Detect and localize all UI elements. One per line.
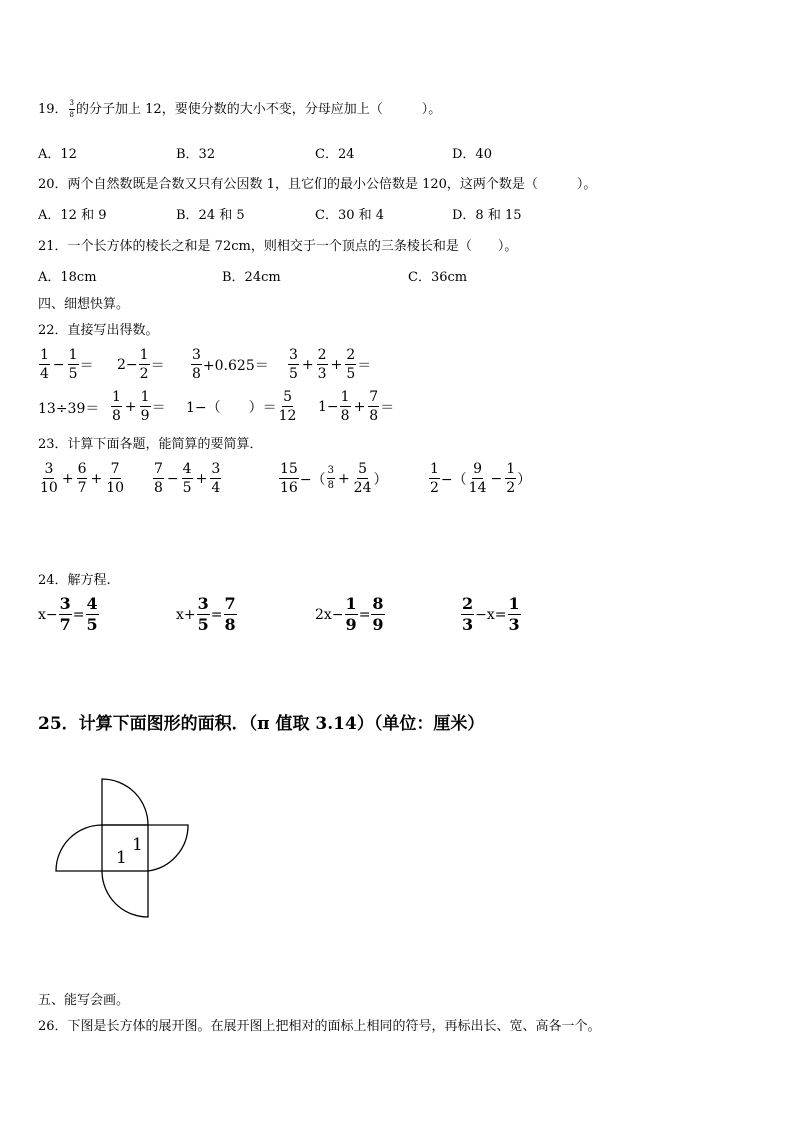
q20-option-d: D．8 和 15	[452, 208, 522, 223]
q21-option-b: B．24cm	[222, 270, 281, 285]
q19-option-a: A．12	[38, 147, 77, 162]
q20-option-b: B．24 和 5	[176, 208, 245, 223]
section-4-heading: 四、细想快算。	[38, 297, 130, 312]
right-quarter-arc	[148, 825, 188, 871]
q22-row2-expr4: 1− $\frac{1}{8}$ + $\frac{7}{8}$ ＝	[318, 389, 395, 424]
q24-equation2: x+ $\frac{3}{5}$ = $\frac{7}{8}$	[176, 594, 236, 634]
q20-stem: 20．两个自然数既是合数又只有公因数 1，且它们的最小公倍数是 120，这两个数是（ ）。	[38, 177, 597, 192]
q22-row1-expr4: $\frac{3}{5}$ + $\frac{2}{3}$ + $\frac{2}{5}$ ＝	[289, 347, 372, 382]
q24-equation4: $\frac{2}{3}$ −x= $\frac{1}{3}$	[462, 594, 520, 634]
q20-option-a: A．12 和 9	[38, 208, 107, 223]
q23-expr1: $\frac{3}{10}$ + $\frac{6}{7}$ + $\frac{7}{10}$	[40, 461, 125, 496]
q22-row2-expr2: $\frac{1}{8}$ + $\frac{1}{9}$ ＝	[112, 389, 166, 424]
top-quarter-arc	[102, 779, 148, 825]
q25-title: 25．计算下面图形的面积．（π 值取 3.14）（单位：厘米）	[38, 714, 485, 734]
q21-option-c: C．36cm	[408, 270, 468, 285]
q19-stem: 19． $\frac{3}{8}$ 的分子加上 12，要使分数的大小不变，分母应加上（ ）。	[38, 99, 442, 119]
q20-option-c: C．30 和 4	[315, 208, 385, 223]
q19-option-b: B．32	[176, 147, 216, 162]
q22-row1-expr2: 2− $\frac{1}{2}$ ＝	[117, 347, 165, 382]
q19-fraction: $\frac{3}{8}$	[69, 99, 75, 119]
q19-option-c: C．24	[315, 147, 355, 162]
q23-expr4: $\frac{1}{2}$ −（ $\frac{9}{14}$ − $\frac{1}{2}$ ）	[430, 461, 532, 496]
q25-figure	[50, 775, 210, 925]
q22-row2-expr3: 1−（ ）＝ $\frac{5}{12}$	[186, 389, 297, 424]
q24-equation1: x− $\frac{3}{7}$ = $\frac{4}{5}$	[38, 594, 98, 634]
section-5-heading: 五、能写会画。	[38, 993, 130, 1008]
q23-title: 23．计算下面各题，能简算的要简算．	[38, 437, 263, 452]
q22-row2-expr1: 13÷39＝	[38, 401, 100, 417]
q24-equation3: 2x− $\frac{1}{9}$ = $\frac{8}{9}$	[315, 594, 384, 634]
q25-label-1: 1	[116, 848, 127, 868]
q26-stem: 26．下图是长方体的展开图。在展开图上把相对的面标上相同的符号，再标出长、宽、高各一个。	[38, 1019, 601, 1034]
q24-title: 24．解方程.	[38, 573, 111, 588]
q19-option-d: D．40	[452, 147, 492, 162]
bottom-quarter-arc	[102, 871, 148, 917]
q22-title: 22．直接写出得数。	[38, 323, 159, 338]
q25-label-2: 1	[132, 835, 143, 855]
q21-stem: 21．一个长方体的棱长之和是 72cm，则相交于一个顶点的三条棱长和是（ ）。	[38, 239, 518, 254]
q21-option-a: A．18cm	[38, 270, 97, 285]
q23-expr3: $\frac{15}{16}$ −（ $\frac{3}{8}$ + $\frac{5}{24}$ ）	[280, 461, 388, 496]
q23-expr2: $\frac{7}{8}$ − $\frac{4}{5}$ + $\frac{3}{4}$	[154, 461, 221, 496]
q22-row1-expr1: $\frac{1}{4}$ − $\frac{1}{5}$ ＝	[40, 347, 94, 382]
left-quarter-arc	[56, 825, 102, 871]
q22-row1-expr3: $\frac{3}{8}$ +0.625＝	[192, 347, 269, 382]
